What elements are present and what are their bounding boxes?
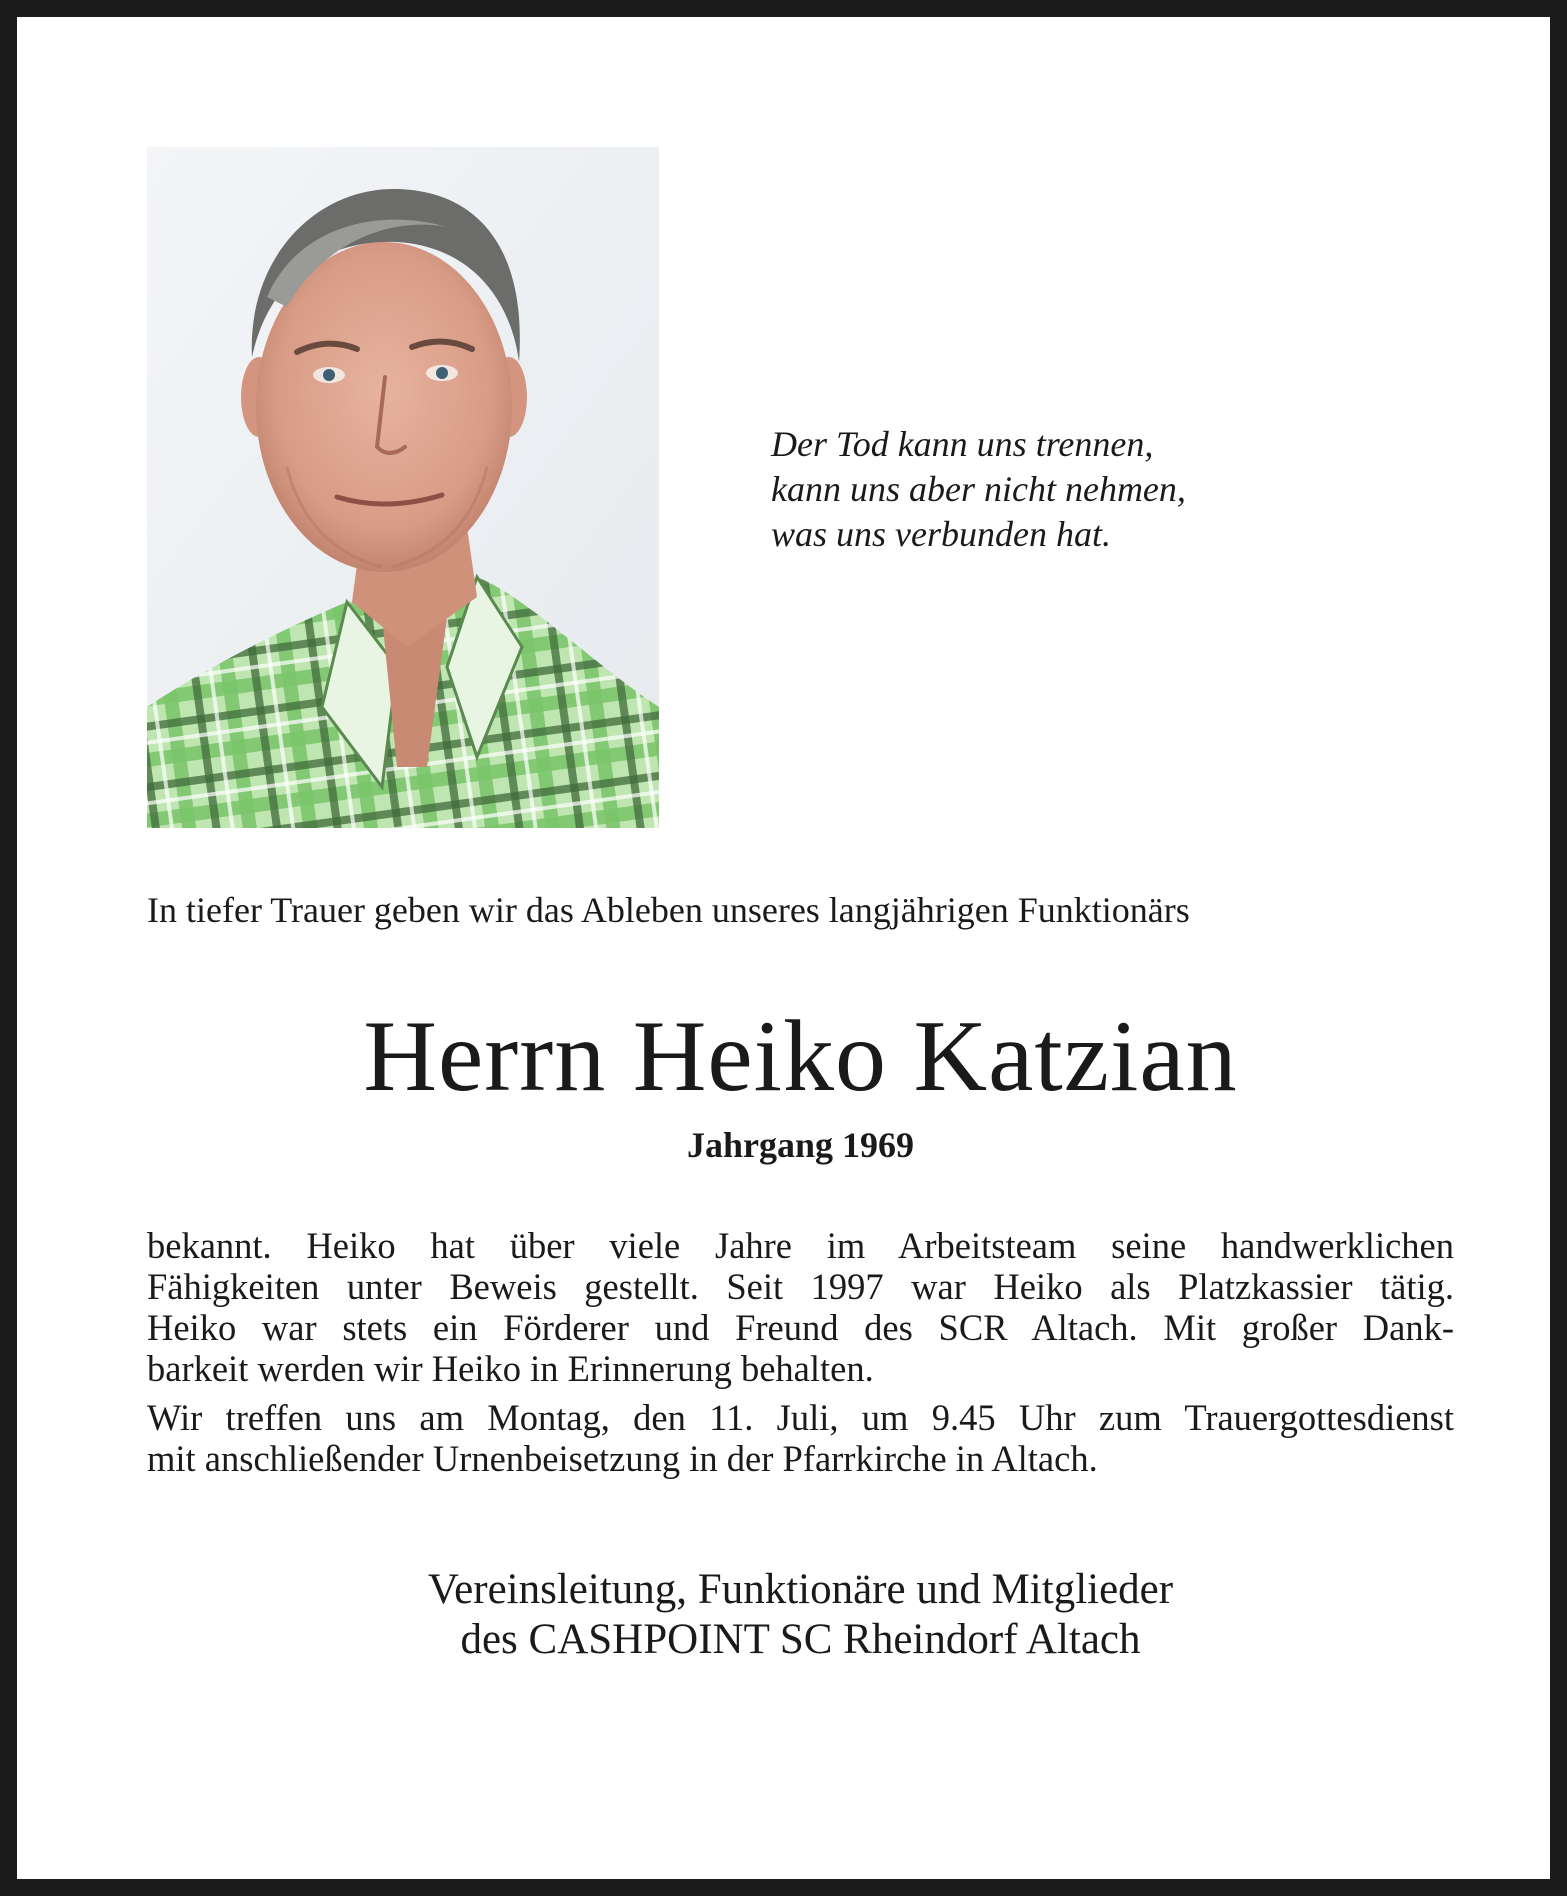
- signature-block: [147, 1565, 1454, 1665]
- obituary-body: [147, 1225, 1454, 1479]
- body-paragraph-2: [147, 1397, 1454, 1479]
- body-line: Fähigkeiten unter Beweis gestellt. Seit 1997 war Heiko als Platzkassier tätig.: [147, 1266, 1454, 1307]
- intro-text: In tiefer Trauer geben wir das Ableben unseres langjährigen Funktionärs: [147, 890, 1190, 930]
- quote-line-3: was uns verbunden hat.: [771, 514, 1111, 554]
- body-line: mit anschließender Urnenbeisetzung in der Pfarrkirche in Altach.: [147, 1438, 1098, 1479]
- body-line: Heiko war stets ein Förderer und Freund des SCR Altach. Mit großer Dank-: [147, 1307, 1454, 1348]
- body-line: barkeit werden wir Heiko in Erinnerung behalten.: [147, 1348, 874, 1389]
- signature-line-1: Vereinsleitung, Funktionäre und Mitglieder: [427, 1566, 1174, 1613]
- body-line: Wir treffen uns am Montag, den 11. Juli, um 9.45 Uhr zum Trauergottesdienst: [147, 1397, 1454, 1438]
- quote-line-2: kann uns aber nicht nehmen,: [771, 469, 1186, 509]
- signature-line-2: des CASHPOINT SC Rheindorf Altach: [460, 1616, 1141, 1663]
- quote-line-1: Der Tod kann uns trennen,: [771, 424, 1154, 464]
- portrait-photo: [147, 147, 659, 828]
- body-line: bekannt. Heiko hat über viele Jahre im Arbeitsteam seine handwerklichen: [147, 1225, 1454, 1266]
- deceased-name: Herrn Heiko Katzian: [363, 1000, 1238, 1113]
- memorial-quote: [771, 422, 1331, 557]
- body-paragraph-1: [147, 1225, 1454, 1389]
- birth-year: Jahrgang 1969: [686, 1125, 915, 1165]
